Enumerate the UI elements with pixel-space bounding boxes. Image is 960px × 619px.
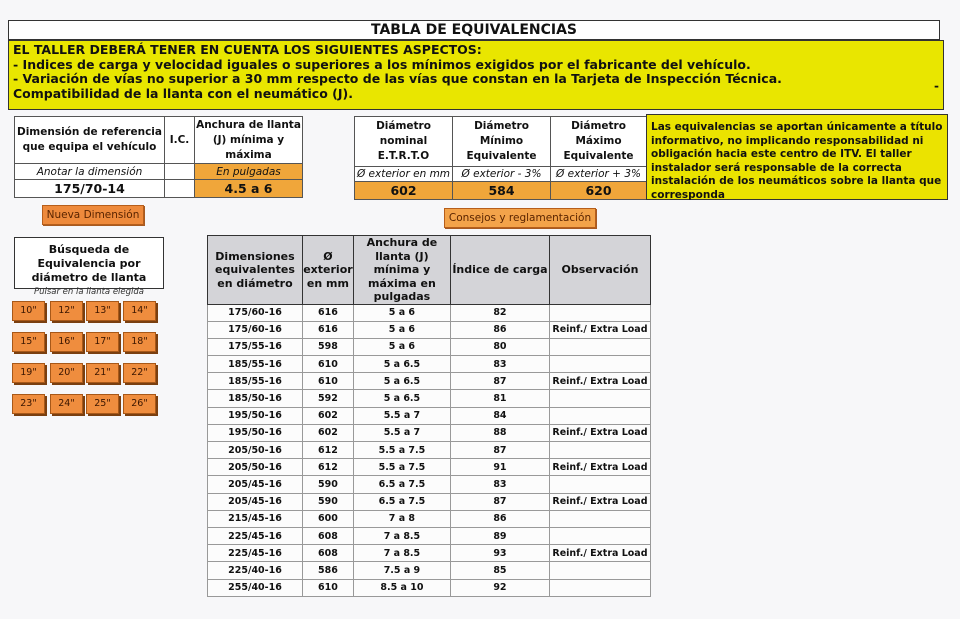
reference-rim-header: Anchura de llanta (J) mínima y máxima [195, 117, 303, 164]
table-row [208, 442, 651, 459]
row-outer-diameter: 612 [302, 442, 353, 459]
table-row [208, 493, 651, 510]
row-dimension: 225/40-16 [208, 562, 303, 579]
col-dimensions-header: Dimensiones equivalentes en diámetro [208, 236, 303, 305]
min-diameter-header: Diámetro Mínimo Equivalente [453, 117, 551, 167]
table-row [208, 510, 651, 527]
reference-ic-sub [165, 164, 195, 180]
rim-size-button[interactable]: 17" [86, 332, 119, 352]
row-dimension: 205/50-16 [208, 442, 303, 459]
row-load-index: 92 [450, 579, 549, 596]
table-row [208, 304, 651, 321]
row-dimension: 255/40-16 [208, 579, 303, 596]
row-outer-diameter: 590 [302, 476, 353, 493]
row-rim-width: 7 a 8.5 [353, 527, 450, 544]
reference-dimension-header: Dimensión de referencia que equipa el vehículo [15, 117, 165, 164]
row-rim-width: 6.5 a 7.5 [353, 476, 450, 493]
row-observation [549, 562, 650, 579]
rim-search-hint: Pulsar en la llanta elegida [33, 287, 145, 297]
table-row [208, 476, 651, 493]
rim-size-button[interactable]: 21" [86, 363, 119, 383]
row-rim-width: 5.5 a 7.5 [353, 442, 450, 459]
nominal-diameter-header: Diámetro nominal E.T.R.T.O [355, 117, 453, 167]
reference-dimension-input[interactable]: 175/70-14 [15, 180, 165, 198]
notice-line: - Indices de carga y velocidad iguales o superiores a los mínimos exigidos por el fabricante del vehículo. [13, 56, 751, 72]
col-load-index-header: Índice de carga [450, 236, 549, 305]
row-dimension: 205/45-16 [208, 476, 303, 493]
row-load-index: 89 [450, 527, 549, 544]
table-row [208, 527, 651, 544]
equivalences-table [207, 235, 651, 597]
col-rim-width-header: Anchura de llanta (J) mínima y máxima en pulgadas [353, 236, 450, 305]
rim-size-button[interactable]: 14" [123, 301, 156, 321]
row-rim-width: 5 a 6.5 [353, 356, 450, 373]
row-observation [549, 527, 650, 544]
reference-ic-input[interactable] [165, 180, 195, 198]
max-diameter-header: Diámetro Máximo Equivalente [551, 117, 647, 167]
row-outer-diameter: 586 [302, 562, 353, 579]
row-rim-width: 5.5 a 7 [353, 407, 450, 424]
rim-size-button[interactable]: 24" [50, 394, 83, 414]
rim-size-button[interactable]: 13" [86, 301, 119, 321]
rim-size-button[interactable]: 22" [123, 363, 156, 383]
row-observation [549, 338, 650, 355]
rim-size-button[interactable]: 19" [12, 363, 45, 383]
table-row [208, 321, 651, 338]
row-outer-diameter: 612 [302, 459, 353, 476]
table-row [208, 459, 651, 476]
rim-size-button[interactable]: 10" [12, 301, 45, 321]
row-rim-width: 5.5 a 7 [353, 424, 450, 441]
rim-size-button[interactable]: 12" [50, 301, 83, 321]
row-rim-width: 5 a 6 [353, 321, 450, 338]
row-observation: Reinf./ Extra Load [549, 424, 650, 441]
row-load-index: 82 [450, 304, 549, 321]
row-load-index: 85 [450, 562, 549, 579]
rim-size-button[interactable]: 25" [86, 394, 119, 414]
rim-size-button[interactable]: 15" [12, 332, 45, 352]
row-outer-diameter: 610 [302, 579, 353, 596]
row-rim-width: 5 a 6 [353, 304, 450, 321]
row-observation [549, 476, 650, 493]
row-load-index: 91 [450, 459, 549, 476]
row-observation [549, 390, 650, 407]
row-outer-diameter: 590 [302, 493, 353, 510]
disclaimer-box: Las equivalencias se aportan únicamente a título informativo, no implicando responsabilidad ni obligación hacia este centro de ITV. El taller instalador será responsable de la correcta instalación de los neumáticos sobre la llanta que corresponda [646, 114, 948, 200]
reference-ic-header: I.C. [165, 117, 195, 164]
nominal-diameter-sub: Ø exterior en mm [355, 167, 453, 182]
row-outer-diameter: 616 [302, 304, 353, 321]
reference-dimension-sub: Anotar la dimensión [15, 164, 165, 180]
table-row [208, 545, 651, 562]
row-outer-diameter: 610 [302, 356, 353, 373]
row-observation: Reinf./ Extra Load [549, 545, 650, 562]
reference-rim-value: 4.5 a 6 [195, 180, 303, 198]
row-rim-width: 6.5 a 7.5 [353, 493, 450, 510]
rim-size-button[interactable]: 18" [123, 332, 156, 352]
row-dimension: 215/45-16 [208, 510, 303, 527]
row-load-index: 86 [450, 510, 549, 527]
row-outer-diameter: 600 [302, 510, 353, 527]
row-dimension: 185/55-16 [208, 373, 303, 390]
rim-size-button[interactable]: 20" [50, 363, 83, 383]
table-row [208, 356, 651, 373]
notice-dash: - [934, 79, 939, 93]
row-rim-width: 8.5 a 10 [353, 579, 450, 596]
table-row [208, 390, 651, 407]
row-dimension: 195/50-16 [208, 424, 303, 441]
row-dimension: 225/45-16 [208, 527, 303, 544]
row-observation [549, 407, 650, 424]
max-diameter-value: 620 [551, 182, 647, 200]
rim-search-panel [14, 237, 164, 297]
row-observation [549, 356, 650, 373]
row-observation: Reinf./ Extra Load [549, 493, 650, 510]
min-diameter-sub: Ø exterior - 3% [453, 167, 551, 182]
notice-line: - Variación de vías no superior a 30 mm respecto de las vías que constan en la Tarjeta de Inspección Técnica. [13, 71, 782, 86]
row-outer-diameter: 592 [302, 390, 353, 407]
row-outer-diameter: 608 [302, 527, 353, 544]
table-row [208, 579, 651, 596]
row-dimension: 205/45-16 [208, 493, 303, 510]
notice-box [8, 40, 944, 110]
col-observation-header: Observación [549, 236, 650, 305]
row-load-index: 88 [450, 424, 549, 441]
row-dimension: 185/55-16 [208, 356, 303, 373]
row-outer-diameter: 616 [302, 321, 353, 338]
row-load-index: 84 [450, 407, 549, 424]
row-dimension: 185/50-16 [208, 390, 303, 407]
row-load-index: 83 [450, 356, 549, 373]
row-rim-width: 5 a 6.5 [353, 373, 450, 390]
row-outer-diameter: 602 [302, 407, 353, 424]
row-rim-width: 7 a 8.5 [353, 545, 450, 562]
row-dimension: 205/50-16 [208, 459, 303, 476]
table-row [208, 424, 651, 441]
row-load-index: 87 [450, 442, 549, 459]
diameter-table [354, 116, 647, 200]
row-dimension: 175/60-16 [208, 321, 303, 338]
table-row [208, 373, 651, 390]
row-rim-width: 5 a 6.5 [353, 390, 450, 407]
table-row [208, 562, 651, 579]
row-observation [549, 579, 650, 596]
min-diameter-value: 584 [453, 182, 551, 200]
row-outer-diameter: 608 [302, 545, 353, 562]
row-load-index: 86 [450, 321, 549, 338]
row-observation: Reinf./ Extra Load [549, 373, 650, 390]
nominal-diameter-value: 602 [355, 182, 453, 200]
row-observation: Reinf./ Extra Load [549, 321, 650, 338]
row-dimension: 225/45-16 [208, 545, 303, 562]
max-diameter-sub: Ø exterior + 3% [551, 167, 647, 182]
row-dimension: 175/60-16 [208, 304, 303, 321]
row-observation: Reinf./ Extra Load [549, 459, 650, 476]
row-observation [549, 442, 650, 459]
rim-size-button[interactable]: 16" [50, 332, 83, 352]
rim-search-title: Búsqueda de Equivalencia por diámetro de llanta [31, 243, 147, 284]
row-outer-diameter: 602 [302, 424, 353, 441]
reference-rim-sub: En pulgadas [195, 164, 303, 180]
row-rim-width: 5.5 a 7.5 [353, 459, 450, 476]
row-dimension: 175/55-16 [208, 338, 303, 355]
rim-size-button[interactable]: 26" [123, 394, 156, 414]
row-observation [549, 304, 650, 321]
row-outer-diameter: 598 [302, 338, 353, 355]
new-dimension-button[interactable]: Nueva Dimensión [42, 205, 144, 225]
rim-size-button[interactable]: 23" [12, 394, 45, 414]
notice-line: Compatibilidad de la llanta con el neumático (J). [13, 85, 353, 101]
row-load-index: 93 [450, 545, 549, 562]
row-load-index: 83 [450, 476, 549, 493]
page-title: TABLA DE EQUIVALENCIAS [8, 20, 940, 40]
row-rim-width: 7 a 8 [353, 510, 450, 527]
reference-table [14, 116, 303, 198]
row-load-index: 87 [450, 493, 549, 510]
row-rim-width: 7.5 a 9 [353, 562, 450, 579]
notice-line: EL TALLER DEBERÁ TENER EN CUENTA LOS SIGUIENTES ASPECTOS: [13, 42, 482, 57]
tips-regulations-button[interactable]: Consejos y reglamentación [444, 208, 596, 228]
col-outer-diameter-header: Ø exterior en mm [302, 236, 353, 305]
table-row [208, 407, 651, 424]
row-load-index: 81 [450, 390, 549, 407]
row-observation [549, 510, 650, 527]
row-load-index: 87 [450, 373, 549, 390]
row-load-index: 80 [450, 338, 549, 355]
row-dimension: 195/50-16 [208, 407, 303, 424]
table-row [208, 338, 651, 355]
row-outer-diameter: 610 [302, 373, 353, 390]
row-rim-width: 5 a 6 [353, 338, 450, 355]
